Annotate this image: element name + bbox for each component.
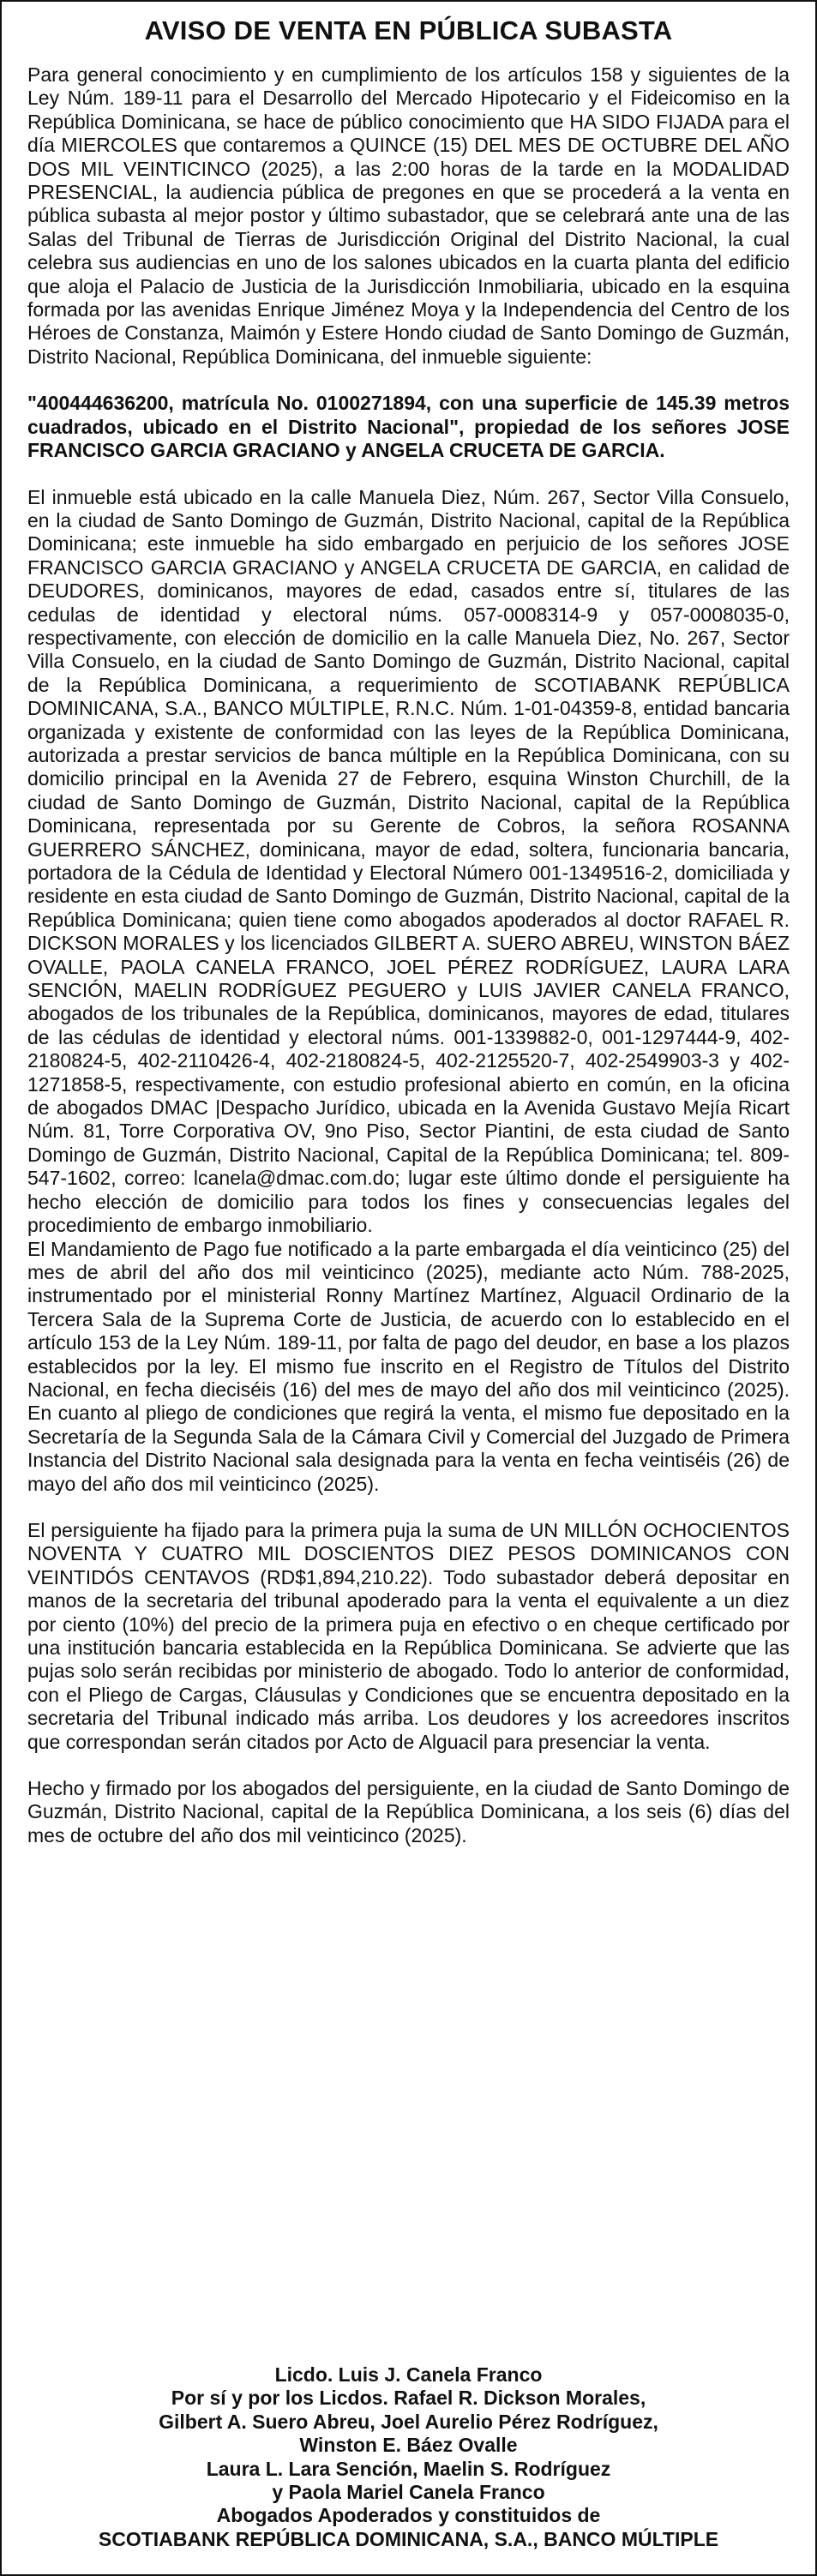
paragraph-gap bbox=[27, 1496, 790, 1519]
paragraph-gap bbox=[27, 463, 790, 486]
signed-paragraph: Hecho y firmado por los abogados del persiguiente, en la ciudad de Santo Domingo de Guzmán, Distrito Nacional, capital de la República Dominicana, a los seis (6) días del mes de octubre del año dos mil veinticinco (2025). bbox=[27, 1777, 790, 1846]
signature-line: Abogados Apoderados y constituidos de bbox=[216, 2504, 601, 2527]
signature-line: Por sí y por los Licdos. Rafael R. Dickson Morales, bbox=[171, 2387, 646, 2410]
intro-paragraph: Para general conocimiento y en cumplimiento de los artículos 158 y siguientes de la Ley Núm. 189-11 para el Desarrollo del Mercado Hipotecario y el Fideicomiso en la República Dominicana, se hace de público conocimiento que HA SIDO FIJADA para el día MIERCOLES que contaremos a QUINCE (15) DEL MES DE OCTUBRE DEL AÑO DOS MIL VEINTICINCO (2025), a las 2:00 horas de la tarde en la MODALIDAD PRESENCIAL, la audiencia pública de pregones en que se procederá a la venta en pública subasta al mejor postor y último subastador, que se celebrará ante una de las Salas del Tribunal de Tierras de Jurisdicción Original del Distrito Nacional, la cual celebra sus audiencias en uno de los salones ubicados en la cuarta planta del edificio que aloja el Palacio de Justicia de la Jurisdicción Inmobiliaria, ubicado en la esquina formada por las avenidas Enrique Jiménez Moya y la Independencia del Centro de los Héroes de Constanza, Maimón y Estere Hondo ciudad de Santo Domingo de Guzmán, Distrito Nacional, República Dominicana, del inmueble siguiente: bbox=[27, 63, 790, 368]
notice-title: AVISO DE VENTA EN PÚBLICA SUBASTA bbox=[144, 15, 673, 45]
signature-line: Licdo. Luis J. Canela Franco bbox=[274, 2363, 543, 2386]
notice-body bbox=[27, 63, 790, 1847]
payment-order-paragraph: El Mandamiento de Pago fue notificado a la parte embargada el día veinticinco (25) del mes de abril del año dos mil veinticinco (2025), mediante acto Núm. 788-2025, instrumentado por el ministerial Ronny Martínez Martínez, Alguacil Ordinario de la Tercera Sala de la Suprema Corte de Justicia, de acuerdo con lo establecido en el artículo 153 de la Ley Núm. 189-11, por falta de pago del deudor, en base a los plazos establecidos por la ley. El mismo fue inscrito en el Registro de Títulos del Distrito Nacional, en fecha dieciséis (16) del mes de mayo del año dos mil veinticinco (2025). En cuanto al pliego de condiciones que regirá la venta, el mismo fue depositado en la Secretaría de la Segunda Sala de la Cámara Civil y Comercial del Juzgado de Primera Instancia del Distrito Nacional sala designada para la venta en fecha veintiséis (26) de mayo del año dos mil veinticinco (2025). bbox=[27, 1237, 790, 1495]
property-location-paragraph: El inmueble está ubicado en la calle Manuela Diez, Núm. 267, Sector Villa Consuelo, en la ciudad de Santo Domingo de Guzmán, Distrito Nacional, capital de la República Dominicana; este inmueble ha sido embargado en perjuicio de los señores JOSE FRANCISCO GARCIA GRACIANO y ANGELA CRUCETA DE GARCIA, en calidad de DEUDORES, dominicanos, mayores de edad, casados entre sí, titulares de las cedulas de identidad y electoral núms. 057-0008314-9 y 057-0008035-0, respectivamente, con elección de domicilio en la calle Manuela Diez, No. 267, Sector Villa Consuelo, en la ciudad de Santo Domingo de Guzmán, Distrito Nacional, capital de la República Dominicana, a requerimiento de SCOTIABANK REPÚBLICA DOMINICANA, S.A., BANCO MÚLTIPLE, R.N.C. Núm. 1-01-04359-8, entidad bancaria organizada y existente de conformidad con las leyes de la República Dominicana, autorizada a prestar servicios de banca múltiple en la República Dominicana, con su domicilio principal en la Avenida 27 de Febrero, esquina Winston Churchill, de la ciudad de Santo Domingo de Guzmán, Distrito Nacional, capital de la República Dominicana, representada por su Gerente de Cobros, la señora ROSANNA GUERRERO SÁNCHEZ, dominicana, mayor de edad, soltera, funcionaria bancaria, portadora de la Cédula de Identidad y Electoral Número 001-1349516-2, domiciliada y residente en esta ciudad de Santo Domingo de Guzmán, Distrito Nacional, capital de la República Dominicana; quien tiene como abogados apoderados al doctor RAFAEL R. DICKSON MORALES y los licenciados GILBERT A. SUERO ABREU, WINSTON BÁEZ OVALLE, PAOLA CANELA FRANCO, JOEL PÉREZ RODRÍGUEZ, LAURA LARA SENCIÓN, MAELIN RODRÍGUEZ PEGUERO y LUIS JAVIER CANELA FRANCO, abogados de los tribunales de la República, dominicanos, mayores de edad, titulares de las cédulas de identidad y electoral núms. 001-1339882-0, 001-1297444-9, 402-2180824-5, 402-2110426-4, 402-2180824-5, 402-2125520-7, 402-2549903-3 y 402-1271858-5, respectivamente, con estudio profesional abierto en común, en la oficina de abogados DMAC |Despacho Jurídico, ubicada en la Avenida Gustavo Mejía Ricart Núm. 81, Torre Corporativa OV, 9no Piso, Sector Piantini, de esta ciudad de Santo Domingo de Guzmán, Distrito Nacional, Capital de la República Dominicana; tel. 809-547-1602, correo: lcanela@dmac.com.do; lugar este último donde el persiguiente ha hecho elección de domicilio para todos los fines y consecuencias legales del procedimiento de embargo inmobiliario. bbox=[27, 485, 790, 1237]
signature-line: y Paola Mariel Canela Franco bbox=[272, 2481, 545, 2504]
signature-line: Winston E. Báez Ovalle bbox=[299, 2434, 518, 2457]
paragraph-gap bbox=[27, 1754, 790, 1777]
signature-line: Laura L. Lara Sención, Maelin S. Rodríguez bbox=[206, 2457, 611, 2480]
first-bid-paragraph: El persiguiente ha fijado para la primera puja la suma de UN MILLÓN OCHOCIENTOS NOVENTA Y CUATRO MIL DOSCIENTOS DIEZ PESOS DOMINICANOS CON VEINTIDÓS CENTAVOS (RD$1,894,210.22). Todo subastador deberá depositar en manos de la secretaria del tribunal apoderado para la venta el equivalente a un diez por ciento (10%) del precio de la primera puja en efectivo o en cheque certificado por una institución bancaria establecida en la República Dominicana. Se advierte que las pujas solo serán recibidas por ministerio de abogado. Todo lo anterior de conformidad, con el Pliego de Cargas, Cláusulas y Condiciones que se encuentra depositado en la secretaria del Tribunal indicado más arriba. Los deudores y los acreedores inscritos que correspondan serán citados por Acto de Alguacil para presenciar la venta. bbox=[27, 1518, 790, 1753]
paragraph-gap bbox=[27, 369, 790, 392]
signature-line: Gilbert A. Suero Abreu, Joel Aurelio Pérez Rodríguez, bbox=[159, 2410, 658, 2433]
property-description: "400444636200, matrícula No. 0100271894, con una superficie de 145.39 metros cuadrados, ubicado en el Distrito Nacional", propiedad de los señores JOSE FRANCISCO GARCIA GRACIANO y ANGELA CRUCETA DE GARCIA. bbox=[27, 392, 790, 462]
signature-line: SCOTIABANK REPÚBLICA DOMINICANA, S.A., BANCO MÚLTIPLE bbox=[98, 2527, 719, 2550]
signature-block bbox=[27, 2363, 790, 2551]
